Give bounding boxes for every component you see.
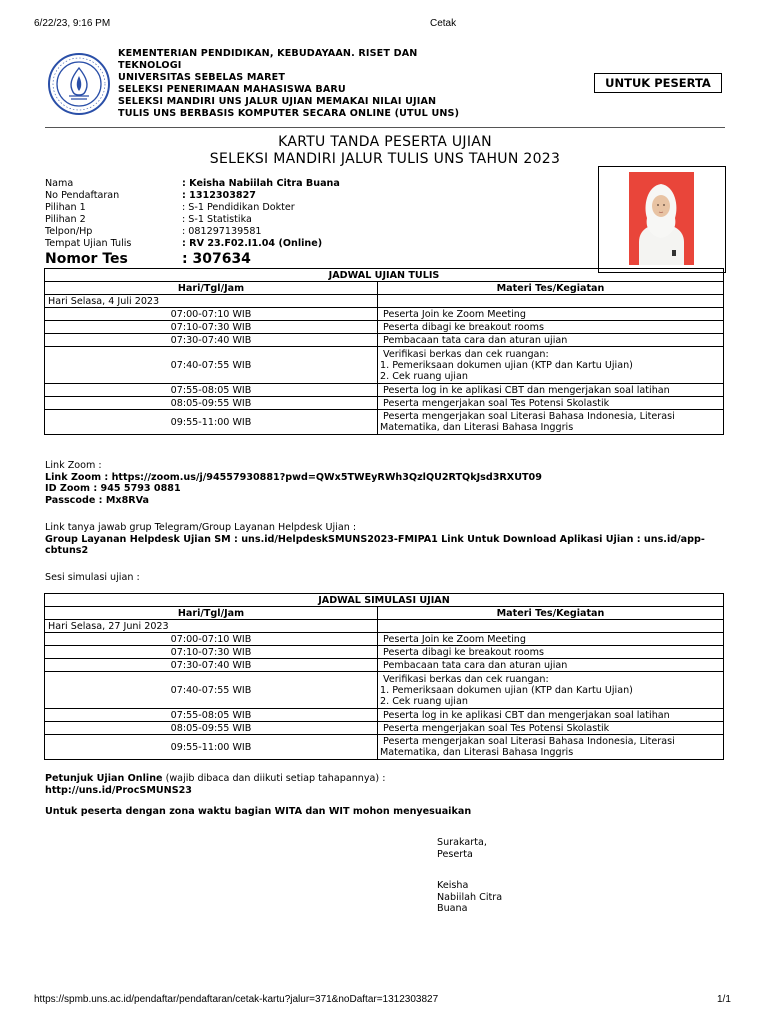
- telegram-info: [45, 522, 725, 557]
- activity-line: Peserta dibagi ke breakout rooms: [383, 321, 544, 333]
- info-value: : RV 23.F02.I1.04 (Online): [182, 238, 323, 249]
- table-row: [45, 334, 724, 347]
- zona-waktu-note: Untuk peserta dengan zona waktu bagian WITA dan WIT mohon menyesuaikan: [45, 806, 472, 817]
- table-time-cell: 07:30-07:40 WIB: [45, 334, 378, 347]
- table-time-cell: 08:05-09:55 WIB: [45, 397, 378, 410]
- petunjuk-note: (wajib dibaca dan diikuti setiap tahapannya) :: [162, 773, 386, 784]
- info-label: Tempat Ujian Tulis: [45, 238, 132, 249]
- org-header: [118, 48, 463, 120]
- signature-role: Peserta: [437, 848, 473, 860]
- table-title: JADWAL UJIAN TULIS: [45, 269, 724, 282]
- table-row: [45, 384, 724, 397]
- table-time-cell: 07:55-08:05 WIB: [45, 384, 378, 397]
- table-row: [45, 659, 724, 672]
- activity-line: 2. Cek ruang ujian: [380, 695, 468, 707]
- org-line: SELEKSI PENERIMAAN MAHASISWA BARU: [118, 84, 346, 95]
- activity-line: Peserta log in ke aplikasi CBT dan mengerjakan soal latihan: [383, 709, 670, 721]
- signature-place: Surakarta,: [437, 837, 487, 848]
- nomor-tes-value: : 307634: [182, 251, 251, 267]
- activity-line: Verifikasi berkas dan cek ruangan:: [383, 348, 549, 360]
- table-row: [45, 321, 724, 334]
- table-row: [45, 672, 724, 709]
- table-activity-cell: [378, 410, 724, 435]
- zoom-intro: Link Zoom :: [45, 460, 102, 471]
- info-label: Nama: [45, 178, 74, 189]
- table-activity-cell: [378, 735, 724, 760]
- table-activity-cell: [378, 384, 724, 397]
- table-activity-cell: [378, 709, 724, 722]
- print-page-number: 1/1: [717, 994, 731, 1005]
- table-time-cell: 07:40-07:55 WIB: [45, 672, 378, 709]
- org-line: TULIS UNS BERBASIS KOMPUTER SECARA ONLINE (UTUL UNS): [118, 108, 460, 119]
- signature-name: [437, 880, 502, 915]
- signature-name-line: Nabiilah Citra: [437, 891, 503, 903]
- table-time-cell: 08:05-09:55 WIB: [45, 722, 378, 735]
- table-row: [45, 633, 724, 646]
- table-header: Materi Tes/Kegiatan: [378, 282, 724, 295]
- zoom-passcode: Passcode : Mx8RVa: [45, 494, 150, 506]
- activity-line: Matematika, dan Literasi Bahasa Inggris: [380, 422, 574, 433]
- info-label: Pilihan 1: [45, 202, 86, 213]
- table-row: [45, 735, 724, 760]
- petunjuk-ujian: [45, 773, 725, 796]
- info-value: : 081297139581: [182, 226, 262, 237]
- table-header: Hari/Tgl/Jam: [45, 282, 378, 295]
- table-row: [45, 709, 724, 722]
- table-time-cell: 07:30-07:40 WIB: [45, 659, 378, 672]
- table-header: Hari/Tgl/Jam: [45, 607, 378, 620]
- table-activity-cell: [378, 334, 724, 347]
- table-title: JADWAL SIMULASI UJIAN: [45, 594, 724, 607]
- activity-line: Matematika, dan Literasi Bahasa Inggris: [380, 747, 574, 758]
- info-label: Pilihan 2: [45, 214, 86, 225]
- org-line: SELEKSI MANDIRI UNS JALUR UJIAN MEMAKAI NILAI UJIAN: [118, 96, 437, 107]
- table-row: [45, 308, 724, 321]
- print-title: Cetak: [430, 18, 457, 29]
- card-title: KARTU TANDA PESERTA UJIAN: [278, 134, 492, 150]
- jadwal-ujian-tulis-table: [44, 268, 724, 435]
- table-time-cell: 09:55-11:00 WIB: [45, 410, 378, 435]
- sesi-simulasi-label: Sesi simulasi ujian :: [45, 572, 140, 583]
- activity-line: Peserta log in ke aplikasi CBT dan mengerjakan soal latihan: [383, 384, 670, 396]
- table-activity-cell: [378, 397, 724, 410]
- signature-block: [437, 837, 487, 860]
- table-activity-cell: [378, 308, 724, 321]
- zoom-id: ID Zoom : 945 5793 0881: [45, 483, 181, 494]
- untuk-peserta-badge: UNTUK PESERTA: [594, 73, 722, 93]
- card-subtitle: SELEKSI MANDIRI JALUR TULIS UNS TAHUN 2023: [209, 151, 561, 167]
- table-activity-cell: [378, 659, 724, 672]
- activity-line: 1. Pemeriksaan dokumen ujian (KTP dan Kartu Ujian): [380, 359, 633, 371]
- table-time-cell: 07:10-07:30 WIB: [45, 646, 378, 659]
- petunjuk-title: Petunjuk Ujian Online: [45, 773, 163, 784]
- table-empty-cell: [378, 295, 724, 308]
- table-row: [45, 410, 724, 435]
- activity-line: Peserta Join ke Zoom Meeting: [383, 308, 526, 320]
- print-datetime: 6/22/23, 9:16 PM: [34, 18, 111, 29]
- participant-photo: [629, 172, 694, 265]
- nomor-tes-label: Nomor Tes: [45, 251, 128, 267]
- table-time-cell: 07:00-07:10 WIB: [45, 633, 378, 646]
- info-value: : 1312303827: [182, 190, 256, 201]
- table-time-cell: 07:55-08:05 WIB: [45, 709, 378, 722]
- table-activity-cell: [378, 646, 724, 659]
- petunjuk-link[interactable]: http://uns.id/ProcSMUNS23: [45, 784, 192, 796]
- table-time-cell: 07:00-07:10 WIB: [45, 308, 378, 321]
- helpdesk-link-line[interactable]: Group Layanan Helpdesk Ujian SM : uns.id/HelpdeskSMUNS2023-FMIPA1 Link Untuk Download Aplikasi Ujian : uns.id/app-: [45, 533, 705, 545]
- table-time-cell: 07:10-07:30 WIB: [45, 321, 378, 334]
- participant-photo-frame: [598, 166, 726, 273]
- table-day-cell: Hari Selasa, 27 Juni 2023: [45, 620, 378, 633]
- activity-line: Peserta mengerjakan soal Literasi Bahasa Indonesia, Literasi: [383, 736, 675, 747]
- activity-line: Peserta dibagi ke breakout rooms: [383, 646, 544, 658]
- activity-line: Pembacaan tata cara dan aturan ujian: [383, 659, 568, 671]
- table-day-cell: Hari Selasa, 4 Juli 2023: [45, 295, 378, 308]
- info-value: : S-1 Statistika: [182, 214, 252, 225]
- table-activity-cell: [378, 347, 724, 384]
- activity-line: Peserta mengerjakan soal Tes Potensi Skolastik: [383, 722, 610, 734]
- header-divider: [45, 127, 725, 128]
- jadwal-simulasi-ujian-table: [44, 593, 724, 760]
- info-value: : S-1 Pendidikan Dokter: [182, 202, 295, 213]
- activity-line: 2. Cek ruang ujian: [380, 370, 468, 382]
- nomor-tes: [45, 251, 251, 267]
- table-time-cell: 09:55-11:00 WIB: [45, 735, 378, 760]
- activity-line: Verifikasi berkas dan cek ruangan:: [383, 673, 549, 685]
- helpdesk-link-line-cont[interactable]: cbtuns2: [45, 545, 89, 556]
- telegram-intro: Link tanya jawab grup Telegram/Group Layanan Helpdesk Ujian :: [45, 522, 357, 533]
- table-time-cell: 07:40-07:55 WIB: [45, 347, 378, 384]
- activity-line: Peserta Join ke Zoom Meeting: [383, 633, 526, 645]
- print-url: https://spmb.uns.ac.id/pendaftar/pendaftaran/cetak-kartu?jalur=371&noDaftar=1312303827: [34, 994, 439, 1005]
- zoom-info: [45, 460, 725, 506]
- activity-line: 1. Pemeriksaan dokumen ujian (KTP dan Kartu Ujian): [380, 684, 633, 696]
- activity-line: Peserta mengerjakan soal Tes Potensi Skolastik: [383, 397, 610, 409]
- activity-line: Pembacaan tata cara dan aturan ujian: [383, 334, 568, 346]
- table-row: [45, 397, 724, 410]
- org-line: TEKNOLOGI: [118, 60, 182, 71]
- info-label: No Pendaftaran: [45, 190, 120, 201]
- activity-line: Peserta mengerjakan soal Literasi Bahasa Indonesia, Literasi: [383, 411, 675, 422]
- info-label: Telpon/Hp: [45, 226, 93, 237]
- signature-name-line: Keisha: [437, 880, 469, 891]
- table-activity-cell: [378, 722, 724, 735]
- table-empty-cell: [378, 620, 724, 633]
- org-line: UNIVERSITAS SEBELAS MARET: [118, 72, 286, 83]
- table-activity-cell: [378, 321, 724, 334]
- zoom-link[interactable]: Link Zoom : https://zoom.us/j/94557930881?pwd=QWx5TWEyRWh3QzlQU2RTQkJsd3RXUT09: [45, 471, 542, 483]
- signature-name-line: Buana: [437, 903, 468, 914]
- uns-logo: [47, 52, 111, 116]
- table-header: Materi Tes/Kegiatan: [378, 607, 724, 620]
- table-row: [45, 722, 724, 735]
- table-activity-cell: [378, 633, 724, 646]
- table-activity-cell: [378, 672, 724, 709]
- table-row: [45, 646, 724, 659]
- info-value: : Keisha Nabiilah Citra Buana: [182, 178, 340, 189]
- org-line: KEMENTERIAN PENDIDIKAN, KEBUDAYAAN. RISET DAN: [118, 48, 418, 59]
- table-row: [45, 347, 724, 384]
